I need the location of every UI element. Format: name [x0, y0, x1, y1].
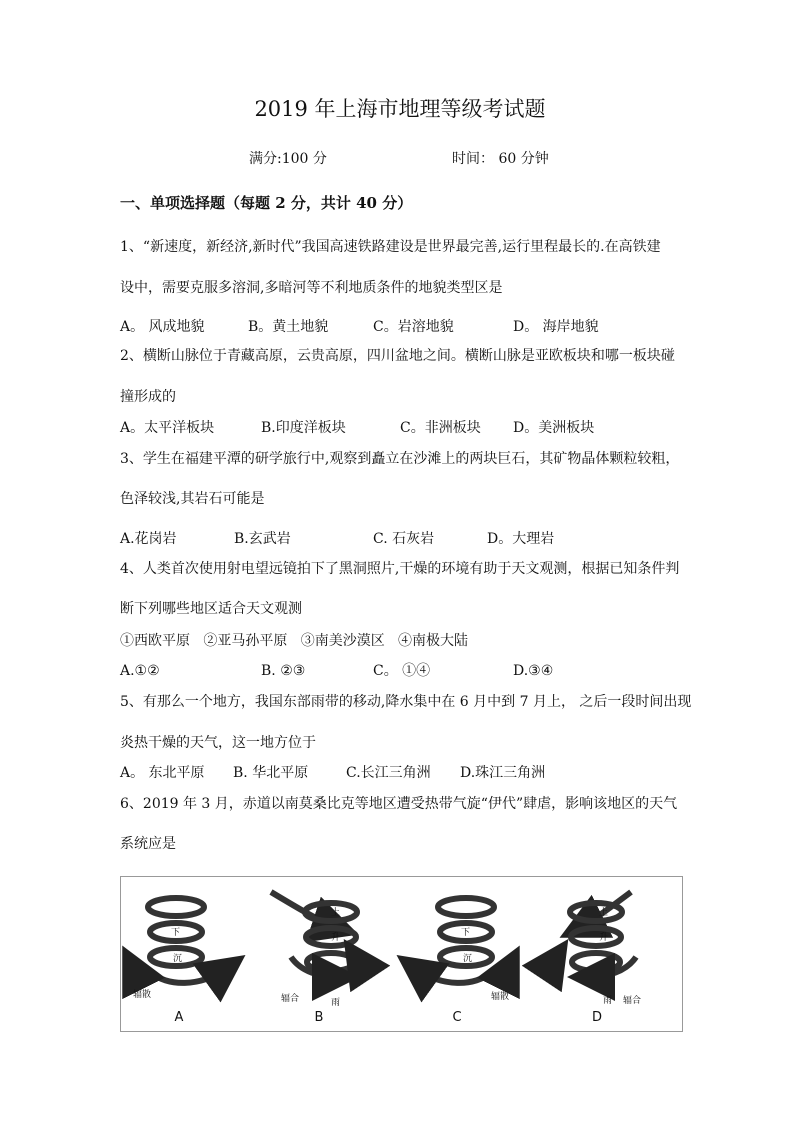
- c-label-down: 下: [461, 928, 471, 938]
- q3-option-b: B.玄武岩: [234, 531, 291, 547]
- q6-line1: 6、2019 年 3 月，赤道以南莫桑比克等地区遭受热带气旋“伊代”肆虐，影响该地区的天气: [120, 796, 678, 812]
- q6-line2: 系统应是: [120, 836, 176, 852]
- q2-option-b: B.印度洋板块: [261, 420, 346, 436]
- d-label-rain: 雨: [603, 996, 613, 1006]
- q4-option-b: B. ②③: [261, 663, 306, 679]
- q5-option-a: A。 东北平原: [120, 765, 205, 781]
- diagram-c-spiral: [416, 898, 509, 983]
- b-label-up: 上: [331, 908, 341, 918]
- q3-line2: 色泽较浅,其岩石可能是: [120, 491, 265, 507]
- q5-option-c: C.长江三角洲: [346, 765, 431, 781]
- q3-option-d: D。大理岩: [487, 531, 555, 547]
- page-title: 2019 年上海市地理等级考试题: [254, 97, 546, 121]
- full-score: 满分:100 分: [249, 151, 327, 167]
- exam-time: 时间： 60 分钟: [452, 151, 549, 167]
- c-label-divergence: 辐散: [491, 992, 510, 1002]
- diagram-a-spiral: [133, 898, 226, 983]
- q2-line2: 撞形成的: [120, 389, 176, 405]
- weather-system-figure: [120, 876, 683, 1032]
- q3-option-a: A.花岗岩: [120, 531, 177, 547]
- q1-line1: 1、“新速度，新经济,新时代”我国高速铁路建设是世界最完善,运行里程最长的.在高铁建: [120, 239, 661, 255]
- d-label-up: 上: [599, 908, 609, 918]
- q4-line2: 断下列哪些地区适合天文观测: [120, 601, 302, 617]
- q5-option-b: B. 华北平原: [233, 765, 309, 781]
- b-label-rise: 升: [331, 933, 341, 943]
- b-label-convergence: 辐合: [281, 994, 300, 1004]
- q1-option-a: A。 风成地貌: [120, 319, 205, 335]
- weather-system-diagrams: [121, 877, 682, 1031]
- d-label-rise: 升: [599, 933, 609, 943]
- q3-option-c: C. 石灰岩: [373, 531, 435, 547]
- q2-line1: 2、横断山脉位于青藏高原，云贵高原，四川盆地之间。横断山脉是亚欧板块和哪一板块碰: [120, 348, 675, 364]
- q5-option-d: D.珠江三角洲: [460, 765, 546, 781]
- q4-option-d: D.③④: [513, 663, 554, 679]
- q5-line2: 炎热干燥的天气，这一地方位于: [120, 735, 316, 751]
- q4-regions: ①西欧平原 ②亚马孙平原 ③南美沙漠区 ④南极大陆: [120, 633, 469, 649]
- q1-option-b: B。黄土地貌: [248, 319, 329, 335]
- q4-line1: 4、人类首次使用射电望远镜拍下了黑洞照片,干燥的环境有助于天文观测，根据已知条件判: [120, 561, 680, 577]
- q1-line2: 设中，需要克服多溶洞,多暗河等不利地质条件的地貌类型区是: [120, 280, 503, 296]
- q2-option-d: D。美洲板块: [513, 420, 595, 436]
- diagram-d-spiral: [546, 892, 636, 977]
- q5-line1: 5、有那么一个地方，我国东部雨带的移动,降水集中在 6 月中到 7 月上， 之后一段时间出现: [120, 694, 692, 710]
- d-label-convergence: 辐合: [623, 996, 642, 1006]
- section-heading: 一、单项选择题（每题 2 分，共计 40 分）: [120, 194, 413, 212]
- diagram-d-letter: D: [591, 1010, 602, 1025]
- diagram-c-letter: C: [452, 1010, 462, 1025]
- q4-option-a: A.①②: [120, 663, 160, 679]
- q1-option-c: C。岩溶地貌: [373, 319, 454, 335]
- q2-option-c: C。非洲板块: [400, 420, 481, 436]
- q1-option-d: D。 海岸地貌: [513, 319, 599, 335]
- c-label-sink: 沉: [463, 954, 473, 964]
- diagram-b-spiral: [271, 892, 366, 977]
- b-label-rain: 雨: [331, 998, 341, 1008]
- q2-option-a: A。太平洋板块: [120, 420, 215, 436]
- a-label-down: 下: [171, 928, 181, 938]
- diagram-b-letter: B: [314, 1010, 324, 1025]
- a-label-divergence: 辐散: [133, 990, 152, 1000]
- diagram-a-letter: A: [174, 1010, 184, 1025]
- q3-line1: 3、学生在福建平潭的研学旅行中,观察到矗立在沙滩上的两块巨石，其矿物晶体颗粒较粗，: [120, 451, 680, 467]
- a-label-sink: 沉: [173, 954, 183, 964]
- q4-option-c: C。 ①④: [373, 663, 431, 679]
